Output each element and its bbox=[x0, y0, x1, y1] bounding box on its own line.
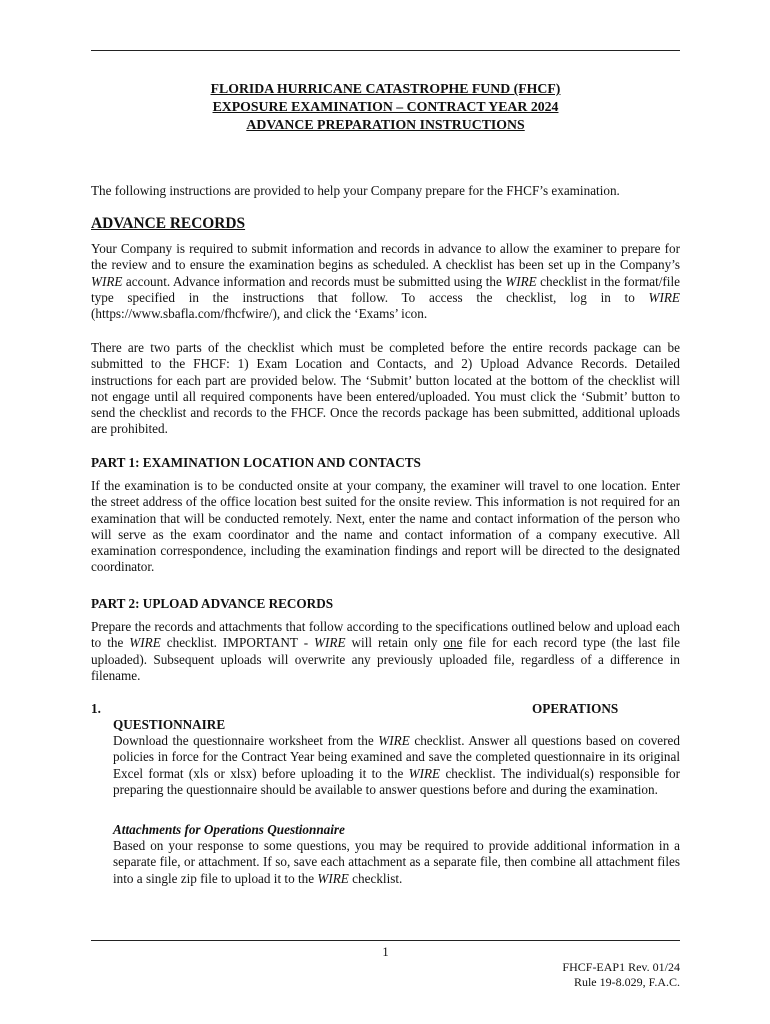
part2-heading: PART 2: UPLOAD ADVANCE RECORDS bbox=[91, 596, 334, 611]
footer-reference bbox=[562, 960, 680, 990]
item1-title-a: OPERATIONS bbox=[532, 701, 619, 716]
title-line-1: FLORIDA HURRICANE CATASTROPHE FUND (FHCF) bbox=[210, 81, 561, 96]
part1-paragraph: If the examination is to be conducted onsite at your company, the examiner will travel to one location. Enter the street address of the office location best suited for the onsite review. This information is not required for an examination that will be conducted remotely. Next, enter the name and contact information of the person who will serve as the exam coordinator and the name and contact information of a company executive. All examination correspondence, including the examination findings and report will be directed to the designated coordinator. bbox=[91, 478, 680, 575]
advance-records-heading: ADVANCE RECORDS bbox=[91, 215, 246, 232]
attachments-paragraph: Based on your response to some questions, you may be required to provide additional information in a separate file, or attachment. If so, save each attachment as a separate file, then combine all attachment files into a single zip file to upload it to the WIRE checklist. bbox=[113, 838, 680, 886]
rule-citation: Rule 19-8.029, F.A.C. bbox=[573, 975, 680, 989]
form-id: FHCF-EAP1 Rev. 01/24 bbox=[562, 960, 680, 974]
item1-title-b: QUESTIONNAIRE bbox=[113, 717, 226, 732]
advance-records-paragraph-2: There are two parts of the checklist which must be completed before the entire records package can be submitted to the FHCF: 1) Exam Location and Contacts, and 2) Upload Advance Records. Detailed instructions for each part are provided below. The ‘Submit’ button located at the bottom of the checklist will not engage until all required components have been entered/uploaded. You must click the ‘Submit’ button to send the checklist and records to the FHCF. Once the records package has been submitted, additional uploads are prohibited. bbox=[91, 340, 680, 437]
intro-paragraph: The following instructions are provided to help your Company prepare for the FHCF’s examination. bbox=[91, 183, 620, 198]
part2-paragraph: Prepare the records and attachments that follow according to the specifications outlined below and upload each to the WIRE checklist. IMPORTANT - WIRE will retain only one file for each record type (the last file uploaded). Subsequent uploads will overwrite any previously uploaded file, regardless of a difference in filename. bbox=[91, 619, 680, 683]
item1-paragraph: Download the questionnaire worksheet from the WIRE checklist. Answer all questions based on covered policies in force for the Contract Year being examined and save the completed questionnaire in its original Excel format (xls or xlsx) before uploading it to the WIRE checklist. The individual(s) responsible for preparing the questionnaire should be available to answer questions before and during the examination. bbox=[113, 733, 680, 797]
top-rule bbox=[91, 50, 680, 51]
item1-number: 1. bbox=[91, 701, 101, 716]
title-line-2: EXPOSURE EXAMINATION – CONTRACT YEAR 2024 bbox=[212, 99, 559, 114]
footer-rule bbox=[91, 940, 680, 941]
title-line-3: ADVANCE PREPARATION INSTRUCTIONS bbox=[246, 117, 525, 132]
page-number: 1 bbox=[382, 945, 389, 959]
advance-records-paragraph-1: Your Company is required to submit information and records in advance to allow the examiner to prepare for the review and to ensure the examination begins as scheduled. A checklist has been set up in the Company’s WIRE account. Advance information and records must be submitted using the WIRE checklist in the format/file type specified in the instructions that follow. To access the checklist, log in to WIRE (https://www.sbafla.com/fhcfwire/), and click the ‘Exams’ icon. bbox=[91, 241, 680, 322]
document-page bbox=[91, 0, 680, 1024]
part1-heading: PART 1: EXAMINATION LOCATION AND CONTACTS bbox=[91, 455, 421, 470]
document-title bbox=[91, 80, 680, 134]
attachments-heading: Attachments for Operations Questionnaire bbox=[113, 822, 345, 837]
